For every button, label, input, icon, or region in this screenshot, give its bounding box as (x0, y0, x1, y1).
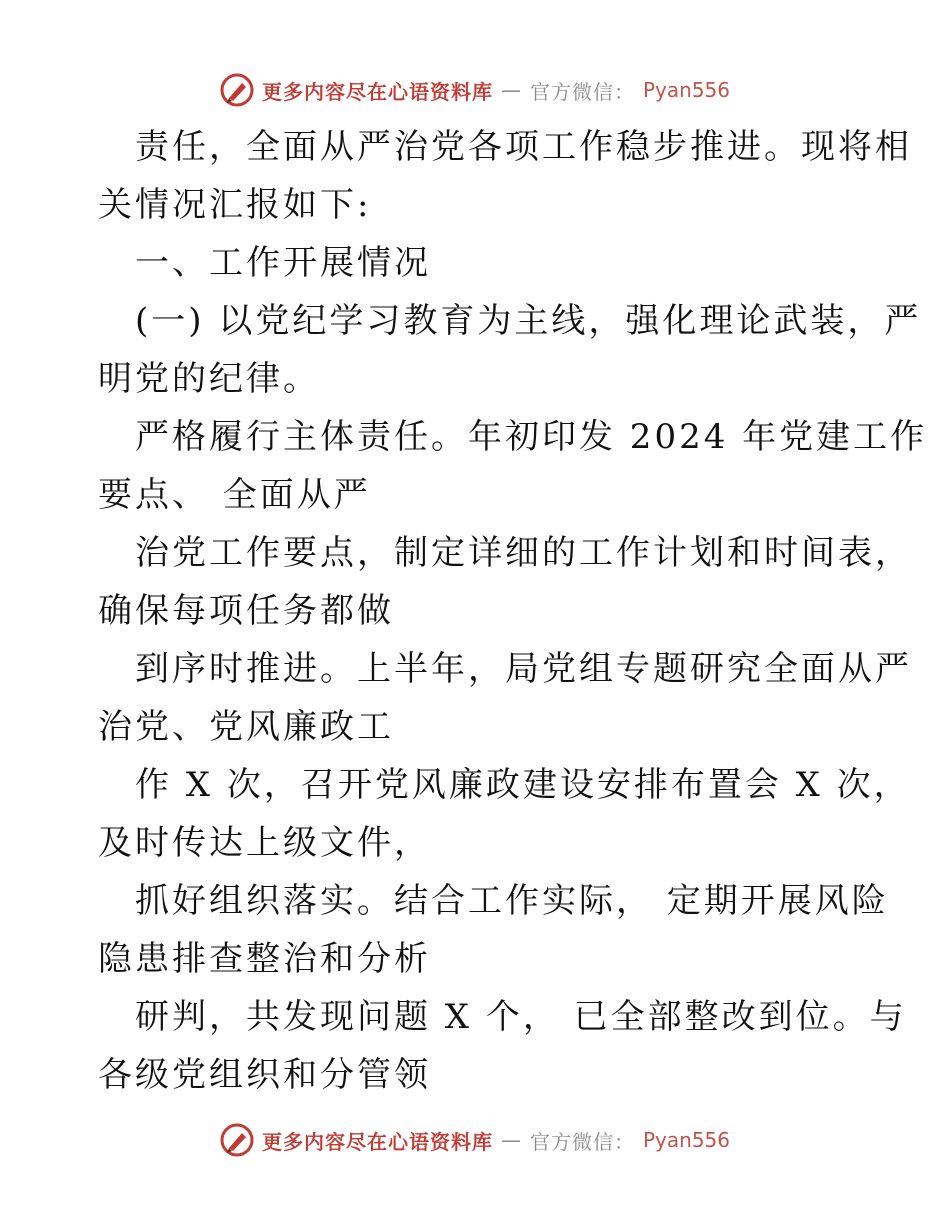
paragraph-line: 抓好组织落实。结合工作实际， 定期开展风险 (135, 881, 889, 921)
paragraph-line: 作 X 次，召开党风廉政建设安排布置会 X 次， (135, 765, 911, 805)
watermark-wechat-id: Pyan556 (642, 1128, 730, 1152)
paragraph-line: 要点、 全面从严 (98, 475, 371, 515)
subsection-heading: (一) 以党纪学习教育为主线，强化理论武装，严 (135, 301, 922, 341)
section-heading: 一、工作开展情况 (135, 243, 431, 283)
paragraph-line: 治党工作要点，制定详细的工作计划和时间表， (135, 533, 912, 573)
paragraph-line: 隐患排查整治和分析 (98, 939, 431, 979)
header-watermark (0, 70, 950, 110)
pen-logo-icon (220, 73, 254, 107)
watermark-official-label: 官方微信： (529, 79, 635, 104)
paragraph-line: 确保每项任务都做 (98, 591, 394, 631)
paragraph-line: 及时传达上级文件， (98, 823, 431, 863)
watermark-official-label: 官方微信： (529, 1129, 635, 1154)
document-body (98, 118, 928, 1104)
watermark-wechat-id: Pyan556 (642, 78, 730, 102)
watermark-separator: — (500, 78, 522, 102)
subsection-heading-cont: 明党的纪律。 (98, 359, 320, 399)
paragraph-line: 研判，共发现问题 X 个， 已全部整改到位。与 (135, 997, 907, 1037)
watermark-separator: — (500, 1128, 522, 1152)
watermark-main-text: 更多内容尽在心语资料库 (261, 1129, 493, 1154)
paragraph-line: 责任，全面从严治党各项工作稳步推进。现将相 (135, 127, 912, 167)
paragraph-line: 各级党组织和分管领 (98, 1055, 431, 1095)
paragraph-line: 关情况汇报如下: (98, 185, 372, 225)
pen-logo-icon (220, 1123, 254, 1157)
paragraph-line: 到序时推进。上半年，局党组专题研究全面从严 (135, 649, 912, 689)
watermark-main-text: 更多内容尽在心语资料库 (261, 79, 493, 104)
paragraph-line: 治党、党风廉政工 (98, 707, 394, 747)
footer-watermark (0, 1120, 950, 1160)
paragraph-line: 严格履行主体责任。年初印发 2024 年党建工作 (135, 417, 928, 457)
